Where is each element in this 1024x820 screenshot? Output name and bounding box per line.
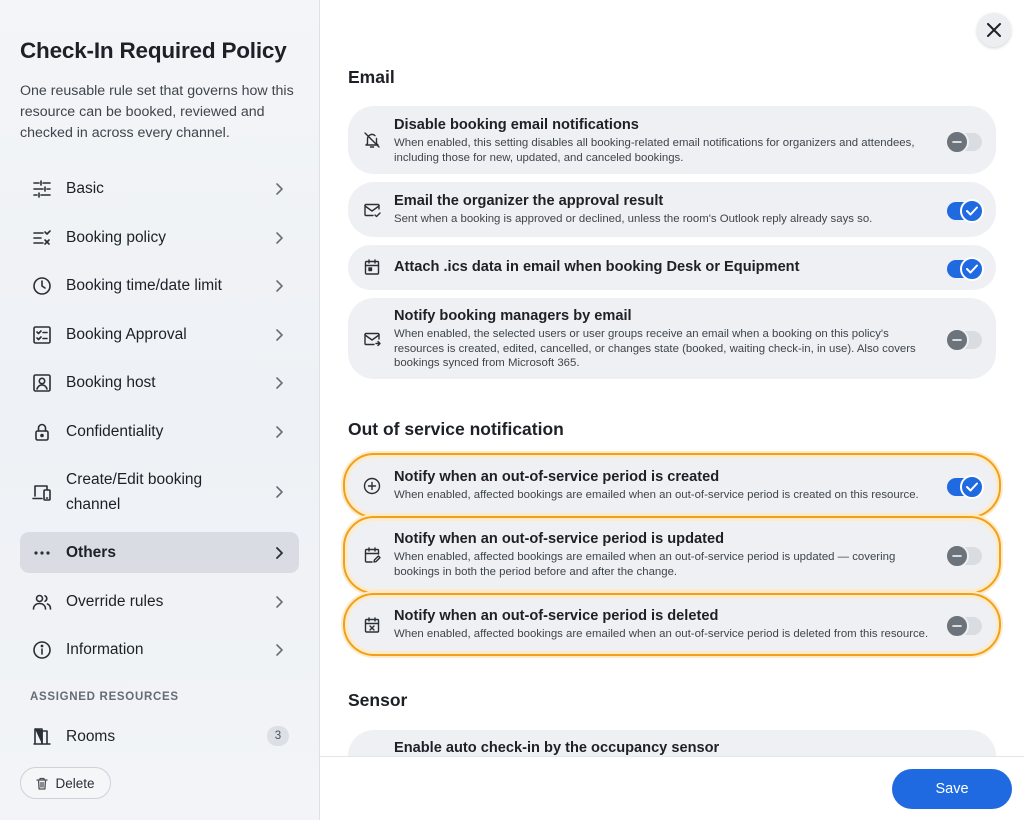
setting-card-auto-checkin [348, 730, 996, 756]
sidebar-item-label: Override rules [66, 593, 164, 610]
toggle-attach-ics[interactable] [947, 260, 982, 278]
setting-description: When enabled, the selected users or user groups receive an email when a booking on this policy's resources is created, edited, cancelled, or changes state (booked, waiting check-in, in use). Also covers bookings synced from Microsoft 365. [394, 328, 916, 369]
toggle-knob [960, 475, 984, 499]
toggle-disable-email[interactable] [947, 133, 982, 151]
chevron-right-icon [272, 643, 286, 657]
mail-forward-icon [362, 329, 382, 349]
setting-description: When enabled, affected bookings are emailed when an out-of-service period is created on this resource. [394, 489, 919, 501]
setting-title: Notify when an out-of-service period is created [394, 469, 720, 485]
sidebar-item-others[interactable] [20, 532, 299, 573]
setting-title: Notify when an out-of-service period is deleted [394, 608, 719, 624]
chevron-right-icon [272, 425, 286, 439]
devices-icon [31, 481, 53, 503]
setting-card-disable-email [348, 106, 996, 174]
setting-title: Attach .ics data in email when booking Desk or Equipment [394, 259, 800, 275]
setting-title: Email the organizer the approval result [394, 193, 664, 209]
sidebar-item-label: Others [66, 544, 116, 561]
policy-sidebar [0, 0, 320, 820]
chevron-right-icon [272, 182, 286, 196]
section-title-email: Email [348, 67, 395, 87]
sidebar-item-label: Booking time/date limit [66, 277, 222, 294]
section-title-out-of-service: Out of service notification [348, 419, 564, 439]
setting-description: When enabled, this setting disables all booking-related email notifications for organizers and attendees, including those for new, updated, and canceled bookings. [394, 137, 915, 164]
sidebar-item-booking-time-limit[interactable] [20, 265, 299, 306]
info-icon [31, 639, 53, 661]
calendar-edit-icon [362, 545, 382, 565]
footer-bar [320, 756, 1024, 820]
sidebar-item-label: Create/Edit booking channel [66, 471, 203, 513]
toggle-knob [945, 130, 969, 154]
toggle-oos-created[interactable] [947, 478, 982, 496]
sidebar-item-label: Booking host [66, 374, 156, 391]
door-icon [31, 725, 53, 747]
calendar-x-icon [362, 615, 382, 635]
host-badge-icon [31, 372, 53, 394]
more-dots-icon [31, 542, 53, 564]
chevron-right-icon [272, 485, 286, 499]
users-icon [31, 591, 53, 613]
sidebar-item-booking-policy[interactable] [20, 217, 299, 258]
setting-title: Enable auto check-in by the occupancy sensor [394, 740, 720, 756]
setting-card-notify-managers [348, 298, 996, 379]
toggle-approval-result[interactable] [947, 202, 982, 220]
section-title-sensor: Sensor [348, 690, 408, 710]
sidebar-item-basic[interactable] [20, 168, 299, 209]
setting-description: When enabled, affected bookings are emailed when an out-of-service period is deleted from this resource. [394, 628, 929, 640]
list-check-icon [31, 227, 53, 249]
assigned-resources-header: ASSIGNED RESOURCES [30, 691, 179, 703]
toggle-knob [945, 544, 969, 568]
bell-off-icon [362, 130, 382, 150]
clock-icon [31, 275, 53, 297]
policy-description: One reusable rule set that governs how this resource can be booked, reviewed and checked in across every channel. [20, 83, 294, 141]
chevron-right-icon [272, 328, 286, 342]
sidebar-item-information[interactable] [20, 629, 299, 670]
delete-button[interactable] [20, 767, 111, 799]
sidebar-item-label: Booking policy [66, 229, 166, 246]
close-button[interactable] [977, 13, 1011, 47]
resource-item-rooms[interactable] [20, 716, 299, 756]
calendar-icon [362, 257, 382, 277]
lock-icon [31, 421, 53, 443]
setting-title: Notify booking managers by email [394, 308, 632, 324]
setting-card-oos-created [348, 458, 996, 513]
toggle-oos-deleted[interactable] [947, 617, 982, 635]
sidebar-item-confidentiality[interactable] [20, 411, 299, 452]
chevron-right-icon [272, 595, 286, 609]
chevron-right-icon [272, 546, 286, 560]
setting-card-approval-result [348, 182, 996, 237]
toggle-oos-updated[interactable] [947, 547, 982, 565]
chevron-right-icon [272, 376, 286, 390]
setting-card-oos-updated [348, 521, 996, 589]
setting-title: Disable booking email notifications [394, 117, 639, 133]
resource-label: Rooms [66, 727, 116, 745]
toggle-knob [960, 199, 984, 223]
toggle-knob [945, 614, 969, 638]
setting-card-oos-deleted [348, 598, 996, 651]
setting-title: Notify when an out-of-service period is updated [394, 531, 725, 547]
plus-circle-icon [362, 476, 382, 496]
save-button[interactable]: Save [892, 769, 1012, 809]
checklist-icon [31, 324, 53, 346]
sidebar-item-booking-approval[interactable] [20, 314, 299, 355]
resource-count-badge: 3 [267, 726, 289, 746]
chevron-right-icon [272, 231, 286, 245]
sidebar-item-label: Basic [66, 180, 104, 197]
setting-card-attach-ics [348, 245, 996, 290]
sidebar-item-booking-host[interactable] [20, 362, 299, 403]
close-icon [987, 23, 1001, 37]
sidebar-item-label: Booking Approval [66, 326, 187, 343]
sidebar-item-label: Information [66, 641, 144, 658]
delete-label: Delete [55, 775, 95, 791]
mail-check-icon [362, 200, 382, 220]
toggle-knob [960, 257, 984, 281]
toggle-notify-managers[interactable] [947, 331, 982, 349]
trash-icon [36, 777, 48, 790]
setting-description: When enabled, affected bookings are emailed when an out-of-service period is updated — covering bookings in both the period before and after the change. [394, 551, 896, 578]
toggle-knob [945, 328, 969, 352]
sidebar-item-booking-channel[interactable] [20, 460, 299, 524]
policy-title: Check-In Required Policy [20, 38, 287, 63]
sliders-icon [31, 178, 53, 200]
setting-description: Sent when a booking is approved or declined, unless the room's Outlook reply already says so. [394, 213, 873, 225]
policy-settings-panel [320, 0, 1024, 756]
sidebar-item-override-rules[interactable] [20, 581, 299, 622]
sidebar-item-label: Confidentiality [66, 423, 164, 440]
chevron-right-icon [272, 279, 286, 293]
